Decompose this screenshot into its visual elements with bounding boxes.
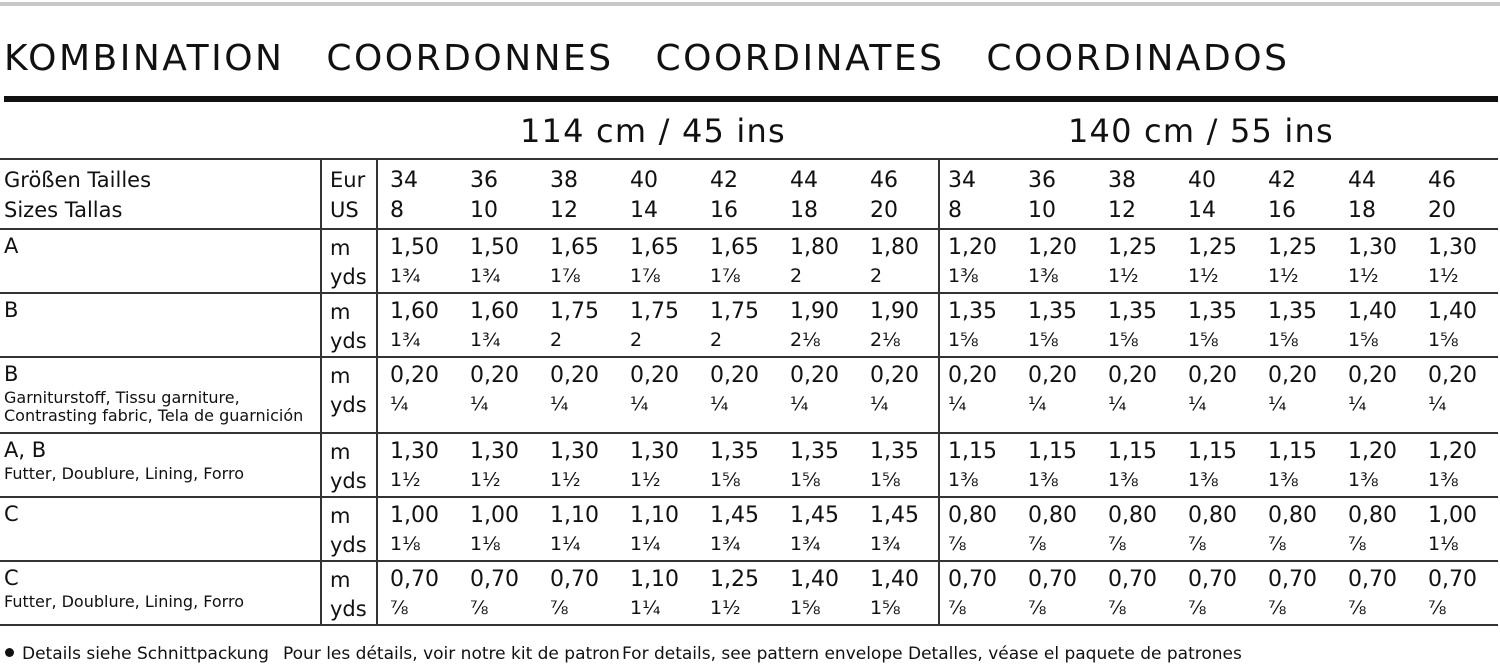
yards-cell: 1⅛: [1428, 533, 1459, 555]
view-label: C: [4, 566, 19, 590]
meters-cell: 1,30: [390, 439, 439, 464]
size-eur-cell: 38: [550, 168, 578, 193]
meters-cell: 0,80: [1268, 503, 1317, 528]
meters-cell: 1,10: [630, 503, 679, 528]
fabric-description-line2: Contrasting fabric, Tela de guarnición: [4, 406, 304, 425]
yards-cell: 1½: [1428, 265, 1459, 287]
meters-cell: 1,65: [550, 235, 599, 260]
row-separator: [0, 560, 1498, 562]
meters-cell: 1,15: [1188, 439, 1237, 464]
meters-cell: 1,00: [470, 503, 519, 528]
meters-cell: 0,20: [870, 363, 919, 388]
yards-cell: 1⅜: [948, 265, 979, 287]
meters-cell: 1,65: [630, 235, 679, 260]
size-eur-cell: 46: [1428, 168, 1456, 193]
yards-cell: 1⅝: [1428, 329, 1459, 351]
meters-cell: 1,30: [1348, 235, 1397, 260]
unit-meters: m: [330, 504, 351, 528]
size-us-cell: 20: [870, 198, 898, 223]
yards-cell: ⅞: [1108, 597, 1127, 619]
yards-cell: 1½: [630, 469, 661, 491]
meters-cell: 1,90: [870, 299, 919, 324]
yards-cell: ¼: [1108, 393, 1127, 415]
yards-cell: 2: [870, 265, 883, 287]
row-separator: [0, 356, 1498, 358]
meters-cell: 1,50: [390, 235, 439, 260]
sizes-label-en-es: Sizes Tallas: [4, 198, 123, 222]
yards-cell: 1⅝: [870, 469, 901, 491]
meters-cell: 1,75: [710, 299, 759, 324]
meters-cell: 1,75: [630, 299, 679, 324]
yards-cell: 1⅝: [710, 469, 741, 491]
size-us-cell: 12: [1108, 198, 1136, 223]
yards-cell: 1⅜: [1268, 469, 1299, 491]
size-eur-cell: 34: [948, 168, 976, 193]
size-eur-cell: 36: [1028, 168, 1056, 193]
meters-cell: 0,70: [948, 567, 997, 592]
yards-cell: 1¾: [870, 533, 901, 555]
meters-cell: 1,30: [550, 439, 599, 464]
width-heading-140: 140 cm / 55 ins: [1068, 112, 1334, 150]
meters-cell: 0,70: [1348, 567, 1397, 592]
meters-cell: 1,90: [790, 299, 839, 324]
yards-cell: 1⅛: [470, 533, 501, 555]
meters-cell: 1,00: [390, 503, 439, 528]
yards-cell: 1¾: [390, 329, 421, 351]
meters-cell: 0,20: [1028, 363, 1077, 388]
meters-cell: 1,60: [470, 299, 519, 324]
view-label: A: [4, 234, 19, 258]
row-separator: [0, 292, 1498, 294]
unit-yards: yds: [330, 469, 367, 493]
meters-cell: 1,20: [1028, 235, 1077, 260]
row-separator: [0, 228, 1498, 230]
size-eur-cell: 34: [390, 168, 418, 193]
meters-cell: 1,15: [1028, 439, 1077, 464]
yards-cell: 1⅝: [790, 469, 821, 491]
meters-cell: 1,00: [1428, 503, 1477, 528]
header-rule: [0, 158, 1498, 160]
meters-cell: 1,15: [1108, 439, 1157, 464]
view-label: B: [4, 362, 19, 386]
yards-cell: 1⅜: [1188, 469, 1219, 491]
yards-cell: 1½: [470, 469, 501, 491]
meters-cell: 0,70: [1268, 567, 1317, 592]
meters-cell: 1,20: [1428, 439, 1477, 464]
meters-cell: 1,15: [948, 439, 997, 464]
size-us-cell: 18: [1348, 198, 1376, 223]
unit-yards: yds: [330, 265, 367, 289]
meters-cell: 1,30: [470, 439, 519, 464]
meters-cell: 0,20: [1268, 363, 1317, 388]
meters-cell: 1,40: [790, 567, 839, 592]
top-rule: [0, 2, 1500, 6]
yards-cell: 1¼: [630, 533, 661, 555]
unit-meters: m: [330, 364, 351, 388]
meters-cell: 0,80: [948, 503, 997, 528]
yards-cell: ¼: [630, 393, 649, 415]
meters-cell: 1,45: [790, 503, 839, 528]
yards-cell: ⅞: [470, 597, 489, 619]
meters-cell: 0,20: [710, 363, 759, 388]
meters-cell: 0,70: [1188, 567, 1237, 592]
meters-cell: 0,20: [790, 363, 839, 388]
yards-cell: 1½: [1268, 265, 1299, 287]
meters-cell: 1,35: [790, 439, 839, 464]
page-title: KOMBINATION COORDONNES COORDINATES COORDINADOS: [4, 38, 1290, 79]
meters-cell: 1,35: [1028, 299, 1077, 324]
yards-cell: 1½: [390, 469, 421, 491]
unit-eur: Eur: [330, 168, 366, 192]
yards-cell: ¼: [550, 393, 569, 415]
meters-cell: 0,20: [550, 363, 599, 388]
yards-cell: 1½: [550, 469, 581, 491]
yards-cell: ⅞: [948, 533, 967, 555]
meters-cell: 0,80: [1108, 503, 1157, 528]
yards-cell: ¼: [710, 393, 729, 415]
size-eur-cell: 40: [630, 168, 658, 193]
view-label: B: [4, 298, 19, 322]
meters-cell: 1,25: [1268, 235, 1317, 260]
yards-cell: ⅞: [948, 597, 967, 619]
meters-cell: 1,75: [550, 299, 599, 324]
meters-cell: 1,35: [948, 299, 997, 324]
yards-cell: 1⅞: [710, 265, 741, 287]
yards-cell: ⅞: [1348, 597, 1367, 619]
size-eur-cell: 46: [870, 168, 898, 193]
size-eur-cell: 36: [470, 168, 498, 193]
yards-cell: 1¾: [470, 265, 501, 287]
yards-cell: ⅞: [390, 597, 409, 619]
yards-cell: ¼: [1028, 393, 1047, 415]
meters-cell: 1,45: [870, 503, 919, 528]
meters-cell: 0,20: [390, 363, 439, 388]
table-bottom-rule: [0, 624, 1498, 626]
meters-cell: 0,70: [550, 567, 599, 592]
size-eur-cell: 44: [790, 168, 818, 193]
meters-cell: 1,50: [470, 235, 519, 260]
yards-cell: 2⅛: [790, 329, 821, 351]
yards-cell: ¼: [1348, 393, 1367, 415]
sizes-label-de-fr: Größen Tailles: [4, 168, 152, 192]
size-us-cell: 8: [390, 198, 404, 223]
meters-cell: 1,35: [1188, 299, 1237, 324]
yards-cell: ¼: [948, 393, 967, 415]
yards-cell: 1⅞: [630, 265, 661, 287]
yards-cell: ⅞: [1188, 533, 1207, 555]
meters-cell: 1,30: [630, 439, 679, 464]
yards-cell: ¼: [470, 393, 489, 415]
size-eur-cell: 42: [1268, 168, 1296, 193]
meters-cell: 0,70: [390, 567, 439, 592]
yards-cell: ¼: [870, 393, 889, 415]
meters-cell: 0,70: [1428, 567, 1477, 592]
meters-cell: 0,80: [1188, 503, 1237, 528]
yards-cell: 1⅞: [550, 265, 581, 287]
yards-cell: 1⅝: [870, 597, 901, 619]
unit-yards: yds: [330, 393, 367, 417]
yards-cell: 1⅝: [1188, 329, 1219, 351]
yards-cell: 1⅜: [1108, 469, 1139, 491]
yards-cell: 1½: [1188, 265, 1219, 287]
meters-cell: 1,40: [1348, 299, 1397, 324]
view-label: C: [4, 502, 19, 526]
meters-cell: 1,30: [1428, 235, 1477, 260]
size-eur-cell: 40: [1188, 168, 1216, 193]
yards-cell: 1½: [1348, 265, 1379, 287]
meters-cell: 0,20: [1348, 363, 1397, 388]
unit-meters: m: [330, 236, 351, 260]
footer-note-fr: Pour les détails, voir notre kit de patron: [283, 644, 620, 664]
footer-note-de: Details siehe Schnittpackung: [22, 644, 269, 664]
yards-cell: ⅞: [1268, 533, 1287, 555]
yards-cell: 1¼: [550, 533, 581, 555]
meters-cell: 1,40: [1428, 299, 1477, 324]
yards-cell: 2: [630, 329, 643, 351]
fabric-description: Garniturstoff, Tissu garniture,: [4, 388, 240, 407]
size-us-cell: 18: [790, 198, 818, 223]
footer-note-en: For details, see pattern envelope: [622, 644, 903, 664]
meters-cell: 1,25: [1188, 235, 1237, 260]
meters-cell: 1,80: [790, 235, 839, 260]
meters-cell: 1,25: [1108, 235, 1157, 260]
size-us-cell: 8: [948, 198, 962, 223]
meters-cell: 1,35: [1108, 299, 1157, 324]
yards-cell: 1⅝: [1268, 329, 1299, 351]
unit-yards: yds: [330, 533, 367, 557]
size-us-cell: 16: [710, 198, 738, 223]
yards-cell: 2: [790, 265, 803, 287]
size-us-cell: 10: [470, 198, 498, 223]
yards-cell: ⅞: [1268, 597, 1287, 619]
meters-cell: 1,15: [1268, 439, 1317, 464]
yards-cell: 1⅝: [1028, 329, 1059, 351]
size-us-cell: 12: [550, 198, 578, 223]
yards-cell: 1⅜: [1428, 469, 1459, 491]
meters-cell: 1,35: [710, 439, 759, 464]
meters-cell: 1,80: [870, 235, 919, 260]
yards-cell: ¼: [790, 393, 809, 415]
meters-cell: 1,35: [870, 439, 919, 464]
yards-cell: ⅞: [550, 597, 569, 619]
meters-cell: 1,65: [710, 235, 759, 260]
yards-cell: ¼: [1428, 393, 1447, 415]
meters-cell: 0,20: [630, 363, 679, 388]
yards-cell: 1⅜: [948, 469, 979, 491]
meters-cell: 0,80: [1348, 503, 1397, 528]
meters-cell: 1,20: [1348, 439, 1397, 464]
yards-cell: 1¾: [390, 265, 421, 287]
yards-cell: ⅞: [1028, 597, 1047, 619]
meters-cell: 0,20: [1428, 363, 1477, 388]
yards-cell: 1¼: [630, 597, 661, 619]
meters-cell: 1,10: [630, 567, 679, 592]
yards-cell: ¼: [390, 393, 409, 415]
yards-cell: 1⅛: [390, 533, 421, 555]
unit-meters: m: [330, 440, 351, 464]
yards-cell: 1¾: [470, 329, 501, 351]
yards-cell: 1¾: [710, 533, 741, 555]
meters-cell: 1,20: [948, 235, 997, 260]
yards-cell: 2: [710, 329, 723, 351]
yards-cell: 2: [550, 329, 563, 351]
yards-cell: 1⅜: [1028, 469, 1059, 491]
size-us-cell: 14: [630, 198, 658, 223]
yards-cell: 1⅝: [790, 597, 821, 619]
yards-cell: ⅞: [1108, 533, 1127, 555]
size-us-cell: 16: [1268, 198, 1296, 223]
unit-meters: m: [330, 300, 351, 324]
meters-cell: 1,45: [710, 503, 759, 528]
meters-cell: 0,70: [1108, 567, 1157, 592]
yards-cell: ⅞: [1428, 597, 1447, 619]
width-heading-114: 114 cm / 45 ins: [520, 112, 786, 150]
yards-cell: 2⅛: [870, 329, 901, 351]
yards-cell: 1⅜: [1028, 265, 1059, 287]
yards-cell: ¼: [1268, 393, 1287, 415]
yards-cell: ¼: [1188, 393, 1207, 415]
unit-yards: yds: [330, 329, 367, 353]
yards-cell: 1⅝: [948, 329, 979, 351]
yards-cell: ⅞: [1188, 597, 1207, 619]
bullet-icon: [5, 648, 14, 657]
yards-cell: 1⅜: [1348, 469, 1379, 491]
meters-cell: 0,20: [948, 363, 997, 388]
yards-cell: 1½: [710, 597, 741, 619]
meters-cell: 1,60: [390, 299, 439, 324]
meters-cell: 1,25: [710, 567, 759, 592]
row-separator: [0, 496, 1498, 498]
size-eur-cell: 42: [710, 168, 738, 193]
yards-cell: 1¾: [790, 533, 821, 555]
size-us-cell: 10: [1028, 198, 1056, 223]
unit-yards: yds: [330, 597, 367, 621]
yards-cell: 1½: [1108, 265, 1139, 287]
meters-cell: 0,70: [1028, 567, 1077, 592]
meters-cell: 1,10: [550, 503, 599, 528]
yards-cell: ⅞: [1348, 533, 1367, 555]
footer-note-es: Detalles, véase el paquete de patrones: [908, 644, 1242, 664]
meters-cell: 0,80: [1028, 503, 1077, 528]
unit-meters: m: [330, 568, 351, 592]
row-separator: [0, 432, 1498, 434]
size-us-cell: 14: [1188, 198, 1216, 223]
meters-cell: 1,40: [870, 567, 919, 592]
fabric-description: Futter, Doublure, Lining, Forro: [4, 592, 244, 611]
view-label: A, B: [4, 438, 47, 462]
fabric-description: Futter, Doublure, Lining, Forro: [4, 464, 244, 483]
meters-cell: 0,20: [1108, 363, 1157, 388]
size-us-cell: 20: [1428, 198, 1456, 223]
yards-cell: 1⅝: [1108, 329, 1139, 351]
title-underline: [4, 96, 1498, 102]
yards-cell: 1⅝: [1348, 329, 1379, 351]
meters-cell: 1,35: [1268, 299, 1317, 324]
yards-cell: ⅞: [1028, 533, 1047, 555]
unit-us: US: [330, 198, 359, 222]
size-eur-cell: 44: [1348, 168, 1376, 193]
meters-cell: 0,20: [470, 363, 519, 388]
meters-cell: 0,20: [1188, 363, 1237, 388]
size-eur-cell: 38: [1108, 168, 1136, 193]
meters-cell: 0,70: [470, 567, 519, 592]
